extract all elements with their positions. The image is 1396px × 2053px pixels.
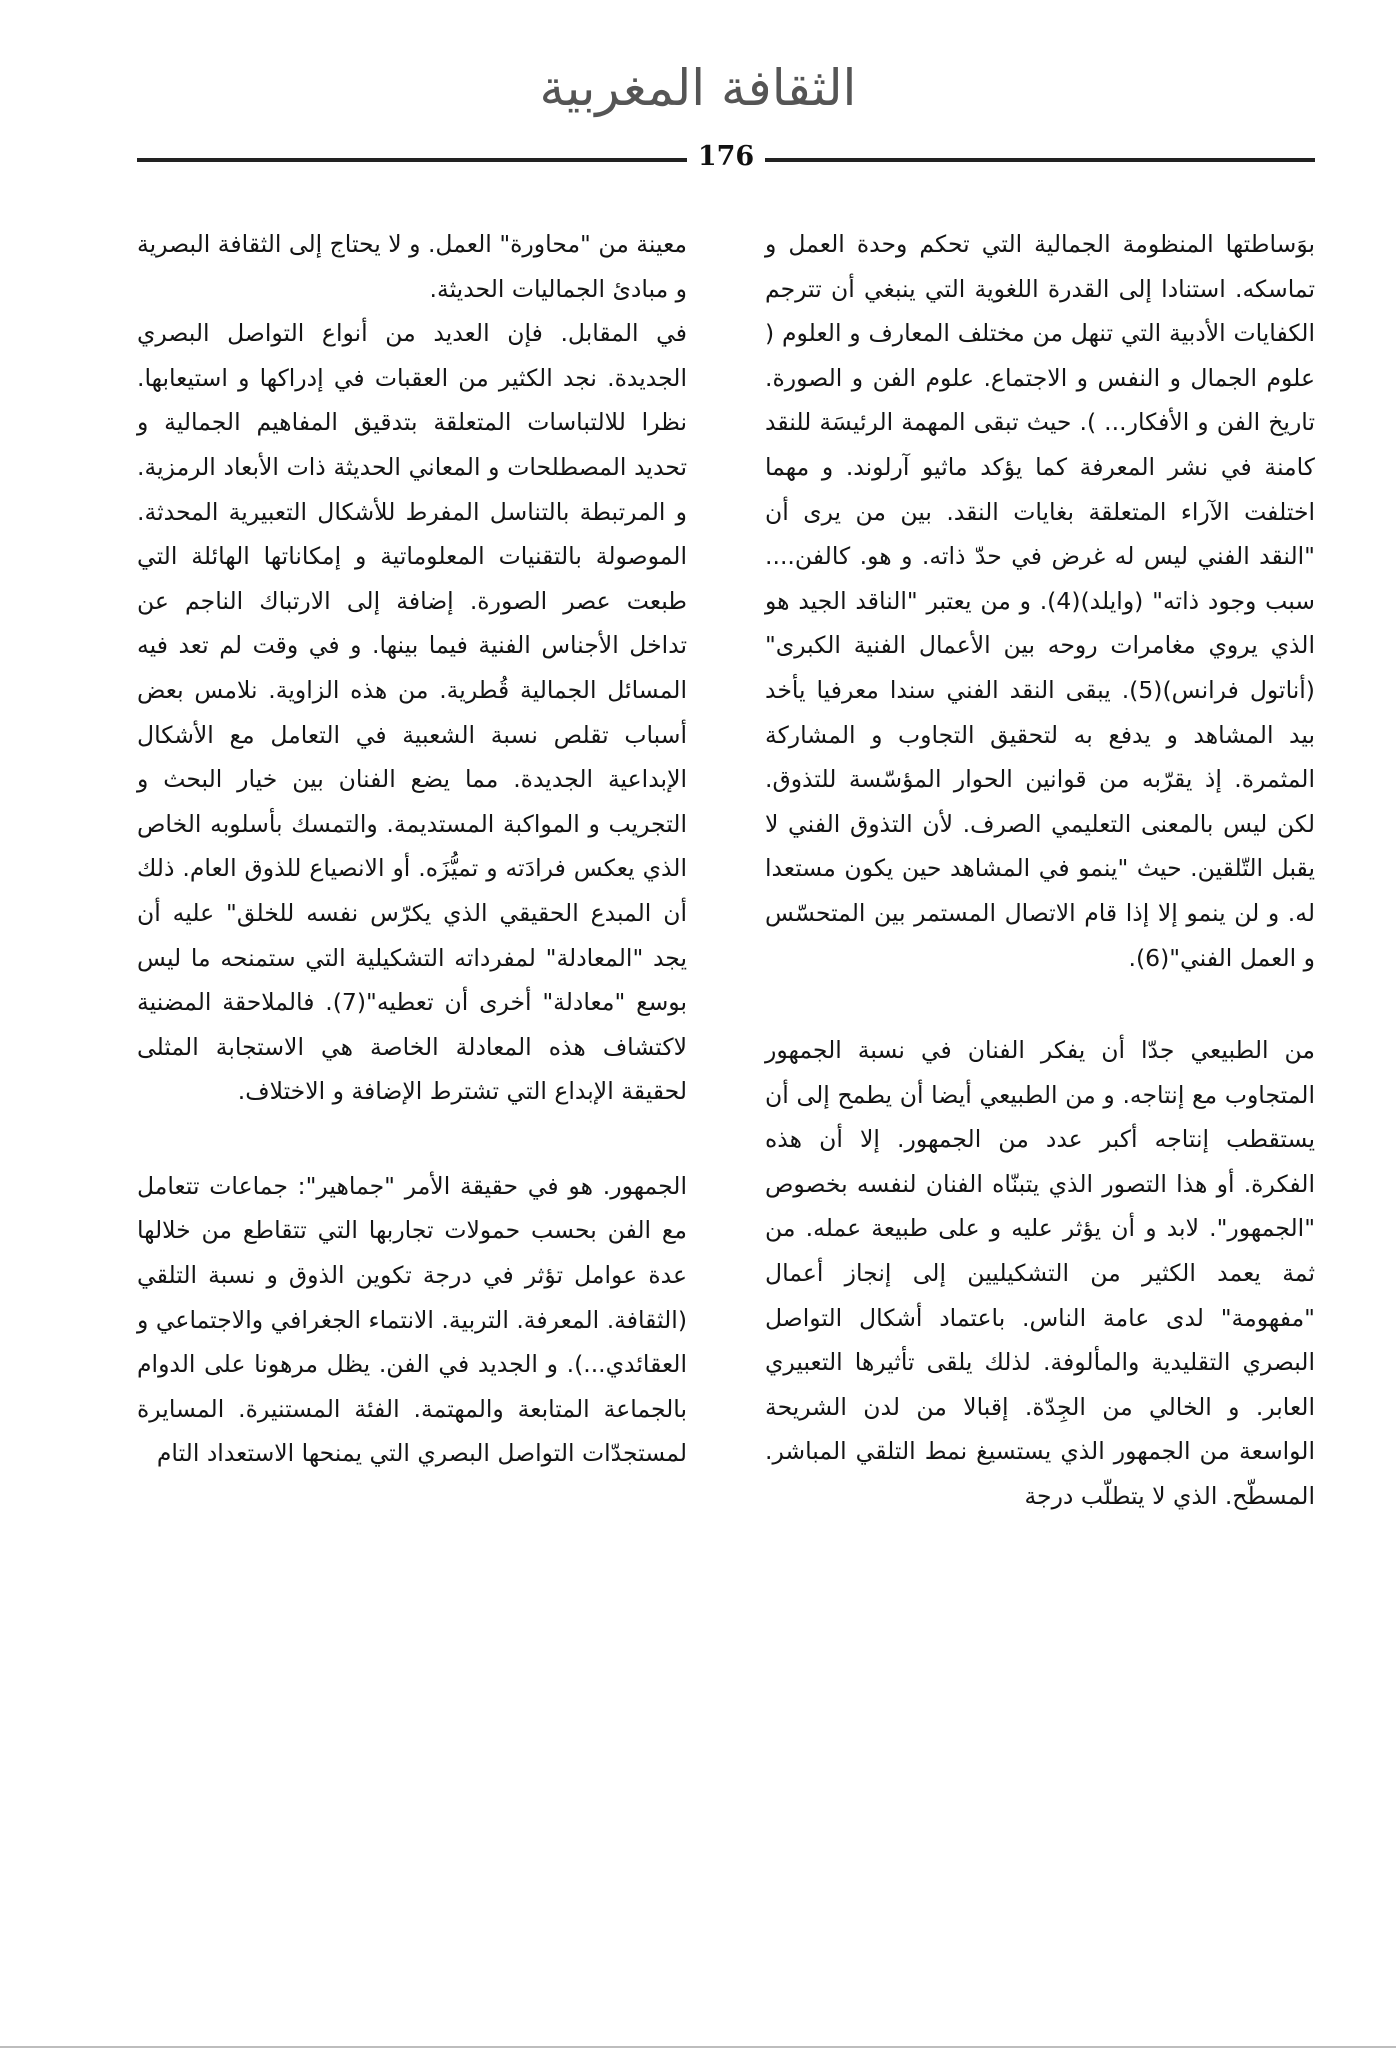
- paragraph: من الطبيعي جدّا أن يفكر الفنان في نسبة الجمهور المتجاوب مع إنتاجه. و من الطبيعي أيضا أن يطمح إلى أن يستقطب إنتاجه أكبر عدد من الجمهور. إلا أن هذه الفكرة. أو هذا التصور الذي يتبنّاه الفنان لنفسه بخصوص "الجمهور". لابد و أن يؤثر عليه و على طبيعة عمله. من ثمة يعمد الكثير من التشكيليين إلى إنجاز أعمال "مفهومة" لدى عامة الناس. باعتماد أشكال التواصل البصري التقليدية والمألوفة. لذلك يلقى تأثيرها التعبيري العابر. و الخالي من الجِدّة. إقبالا من لدن الشريحة الواسعة من الجمهور الذي يستسيغ نمط التلقي المباشر. المسطّح. الذي لا يتطلّب درجة: [765, 1036, 1315, 1511]
- paragraph: في المقابل. فإن العديد من أنواع التواصل البصري الجديدة. نجد الكثير من العقبات في إدراكها و استيعابها. نظرا للالتباسات المتعلقة بتدقيق المفاهيم الجمالية و تحديد المصطلحات و المعاني الحديثة ذات الأبعاد الرمزية. و المرتبطة بالتناسل المفرط للأشكال التعبيرية المحدثة. الموصولة بالتقنيات المعلوماتية و إمكاناتها الهائلة التي طبعت عصر الصورة. إضافة إلى الارتباك الناجم عن تداخل الأجناس الفنية فيما بينها. و في وقت لم تعد فيه المسائل الجمالية قُطرية. من هذه الزاوية. نلامس بعض أسباب تقلص نسبة الشعبية في التعامل مع الأشكال الإبداعية الجديدة. مما يضع الفنان بين خيار البحث و التجريب و المواكبة المستديمة. والتمسك بأسلوبه الخاص الذي يعكس فرادَته و تميُّزَه. أو الانصياع للذوق العام. ذلك أن المبدع الحقيقي الذي يكرّس نفسه للخلق" عليه أن يجد "المعادلة" لمفرداته التشكيلية التي ستمنحه ما ليس بوسع "معادلة" أخرى أن تعطيه"(7). فالملاحقة المضنية لاكتشاف هذه المعادلة الخاصة هي الاستجابة المثلى لحقيقة الإبداع التي تشترط الإضافة و الاختلاف.: [137, 319, 687, 1106]
- header-rule-right: [765, 158, 1315, 162]
- paragraph-gap: [137, 1114, 687, 1164]
- paragraph: الجمهور. هو في حقيقة الأمر "جماهير": جماعات تتعامل مع الفن بحسب حمولات تجاربها التي تتقاطع من خلالها عدة عوامل تؤثر في درجة تكوين الذوق و نسبة التلقي (الثقافة. المعرفة. التربية. الانتماء الجغرافي والاجتماعي و العقائدي...). و الجديد في الفن. يظل مرهونا على الدوام بالجماعة المتابعة والمهتمة. الفئة المستنيرة. المسايرة لمستجدّات التواصل البصري التي يمنحها الاستعداد التام: [137, 1171, 687, 1468]
- paragraph: معينة من "محاورة" العمل. و لا يحتاج إلى الثقافة البصرية و مبادئ الجماليات الحديثة.: [137, 230, 687, 303]
- page-number: 176: [697, 141, 755, 172]
- header-rule-left: [137, 158, 687, 162]
- journal-title: الثقافة المغربية: [539, 59, 857, 117]
- scan-edge-line: [0, 2046, 1396, 2048]
- right-column: [765, 222, 1315, 1519]
- paragraph: بوَساطتها المنظومة الجمالية التي تحكم وحدة العمل و تماسكه. استنادا إلى القدرة اللغوية التي ينبغي أن تترجم الكفايات الأدبية التي تنهل من مختلف المعارف و العلوم ( علوم الجمال و النفس و الاجتماع. علوم الفن و الصورة. تاريخ الفن و الأفكار... ). حيث تبقى المهمة الرئيسَة للنقد كامنة في نشر المعرفة كما يؤكد ماثيو آرلوند. و مهما اختلفت الآراء المتعلقة بغايات النقد. بين من يرى أن "النقد الفني ليس له غرض في حدّ ذاته. و هو. كالفن.... سبب وجود ذاته" (وايلد)(4). و من يعتبر "الناقد الجيد هو الذي يروي مغامرات روحه بين الأعمال الفنية الكبرى" (أناتول فرانس)(5). يبقى النقد الفني سندا معرفيا يأخد بيد المشاهد و يدفع به لتحقيق التجاوب و المشاركة المثمرة. إذ يقرّبه من قوانين الحوار المؤسّسة للتذوق. لكن ليس بالمعنى التعليمي الصرف. لأن التذوق الفني لا يقبل التّلقين. حيث "ينمو في المشاهد حين يكون مستعدا له. و لن ينمو إلا إذا قام الاتصال المستمر بين المتحسّس و العمل الفني"(6).: [765, 230, 1315, 972]
- paragraph-gap: [765, 980, 1315, 1028]
- left-column: [137, 222, 687, 1476]
